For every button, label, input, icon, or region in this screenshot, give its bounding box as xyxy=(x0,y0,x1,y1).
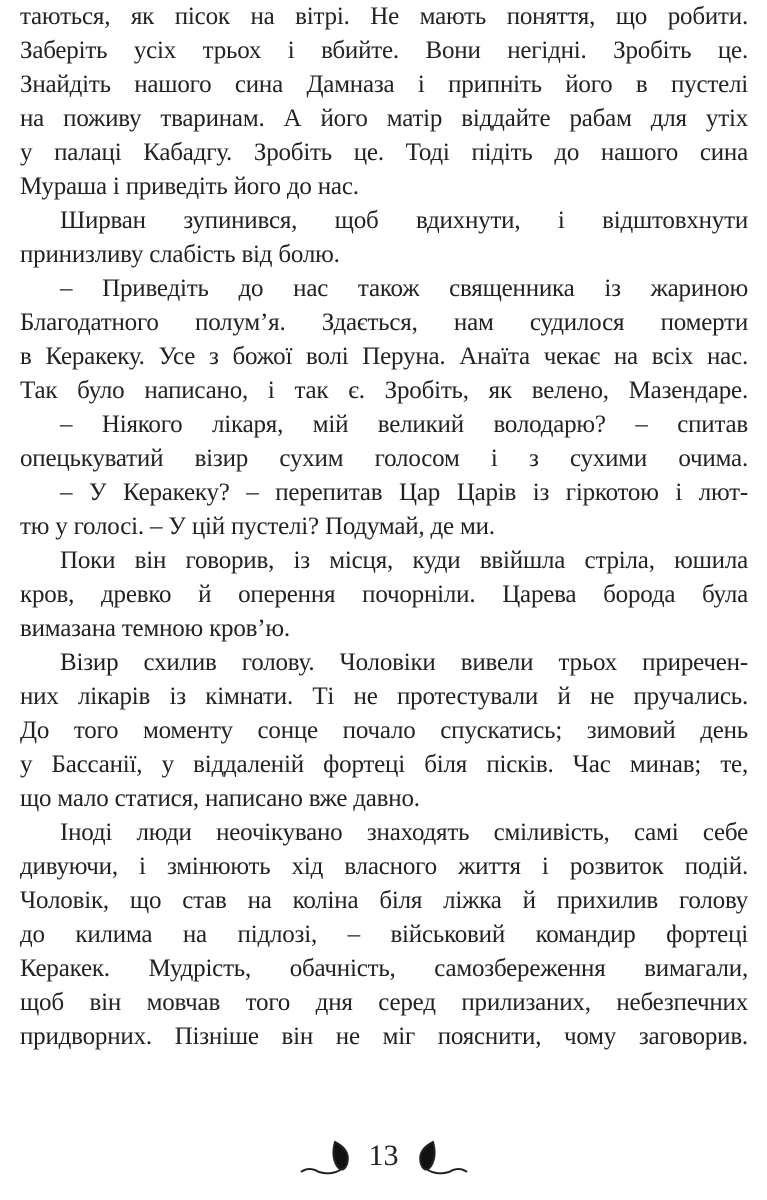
text-line: – Ніякого лікаря, мій великий володарю? – спитав xyxy=(60,411,748,438)
text-line: до килима на підлозі, – військовий командир фортеці xyxy=(20,921,748,948)
text-line: Заберіть усіх трьох і вбийте. Вони негідні. Зробіть це. xyxy=(20,37,748,64)
left-ornament-icon xyxy=(299,1136,359,1176)
text-line: придворних. Пізніше він не міг пояснити, чому заговорив. xyxy=(20,1023,748,1050)
text-line: дивуючи, і змінюють хід власного життя і розвиток подій. xyxy=(20,853,748,880)
text-line: Чоловік, що став на коліна біля ліжка й прихилив голову xyxy=(20,887,748,914)
text-line: – Приведіть до нас також священника із жариною xyxy=(60,275,748,302)
text-line: опецькуватий візир сухим голосом і з сухими очима. xyxy=(20,445,748,472)
page-footer xyxy=(0,1126,767,1186)
text-line: принизливу слабість від болю. xyxy=(20,241,340,268)
text-line: До того моменту сонце почало спускатись; зимовий день xyxy=(20,717,748,744)
text-line: Мураша і приведіть його до нас. xyxy=(20,173,359,200)
text-line: у Бассанії, у віддаленій фортеці біля пісків. Час минав; те, xyxy=(20,751,748,778)
right-ornament-icon xyxy=(409,1136,469,1176)
text-line: таються, як пісок на вітрі. Не мають поняття, що робити. xyxy=(20,3,748,30)
text-line: Візир схилив голову. Чоловіки вивели трьох приречен- xyxy=(60,649,748,676)
text-line: Іноді люди неочікувано знаходять сміливість, самі себе xyxy=(60,819,748,846)
text-line: у палаці Кабадгу. Зробіть це. Тоді підіть до нашого сина xyxy=(20,139,748,166)
text-line: кров, древко й оперення почорніли. Царева борода була xyxy=(20,581,748,608)
page-number: 13 xyxy=(368,1139,399,1172)
text-line: Керакек. Мудрість, обачність, самозбереження вимагали, xyxy=(20,955,748,982)
text-line: Так було написано, і так є. Зробіть, як велено, Мазендаре. xyxy=(20,377,748,404)
text-line: – У Керакеку? – перепитав Цар Царів із гіркотою і лют- xyxy=(60,479,748,506)
text-line: них лікарів із кімнати. Ті не протестували й не пручались. xyxy=(20,683,748,710)
text-line: Знайдіть нашого сина Дамназа і припніть його в пустелі xyxy=(20,71,748,98)
text-line: вимазана темною кров’ю. xyxy=(20,615,290,642)
text-line: тю у голосі. – У цій пустелі? Подумай, де ми. xyxy=(20,513,495,540)
body-text xyxy=(20,0,748,1054)
text-line: щоб він мовчав того дня серед прилизаних, небезпечних xyxy=(20,989,748,1016)
text-line: що мало статися, написано вже давно. xyxy=(20,785,420,812)
text-line: Поки він говорив, із місця, куди ввійшла стріла, юшила xyxy=(60,547,748,574)
text-line: Ширван зупинився, щоб вдихнути, і відштовхнути xyxy=(60,207,748,234)
text-line: в Керакеку. Усе з божої волі Перуна. Анаїта чекає на всіх нас. xyxy=(20,343,748,370)
text-line: Благодатного полум’я. Здається, нам судилося померти xyxy=(20,309,748,336)
text-line: на поживу тваринам. А його матір віддайте рабам для утіх xyxy=(20,105,748,132)
